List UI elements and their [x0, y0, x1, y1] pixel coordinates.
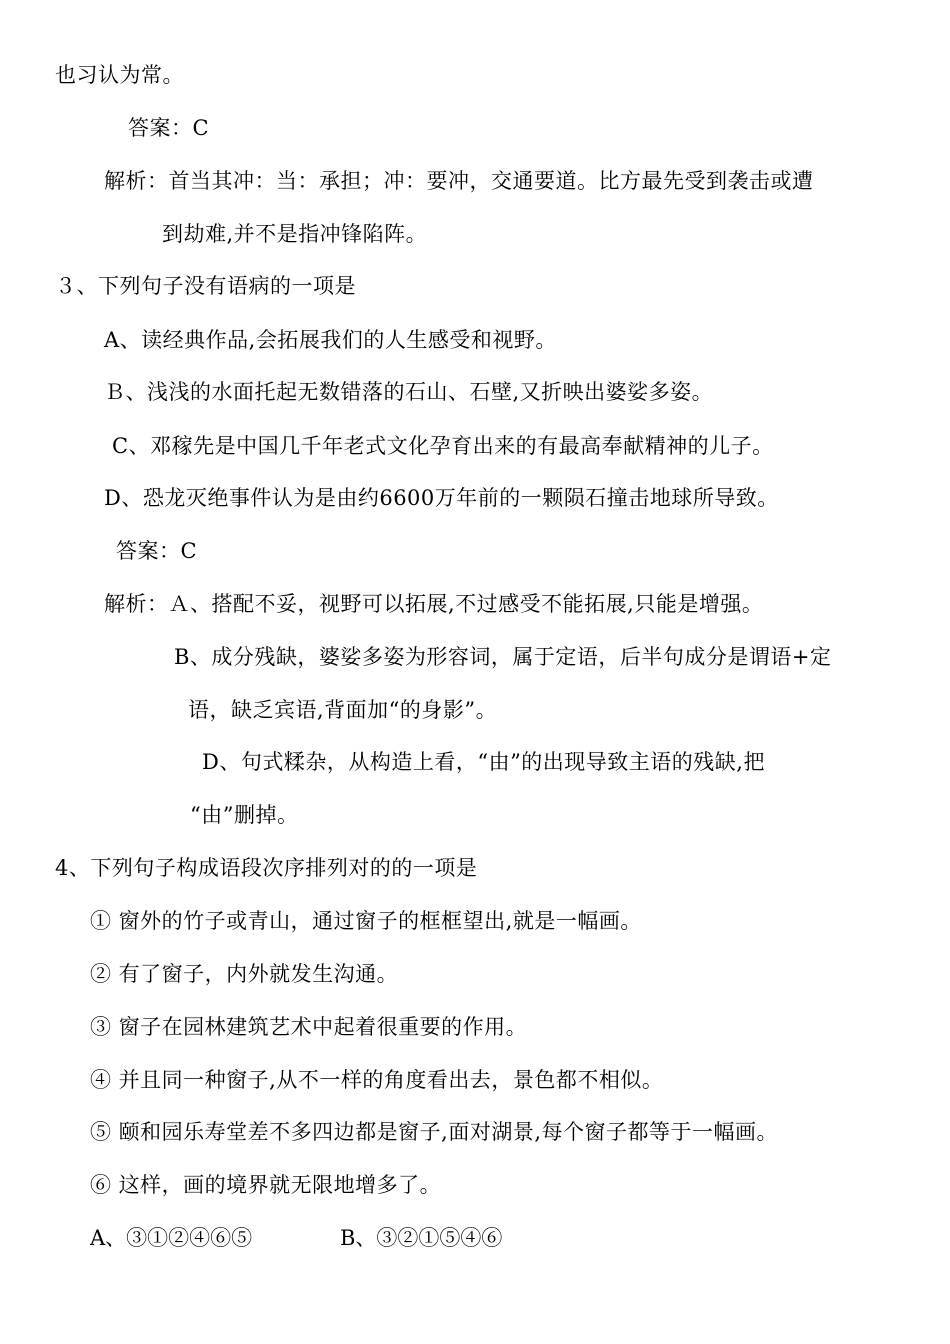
q4-sentence-5: ⑤ 颐和园乐寿堂差不多四边都是窗子,面对湖景,每个窗子都等于一幅画。 [90, 1120, 779, 1144]
explanation-line-q2: 解析：首当其冲：当：承担；冲：要冲，交通要道。比方最先受到袭击或遭 [104, 169, 814, 193]
q4-option-b: B、③②①⑤④⑥ [340, 1226, 503, 1250]
question-4-title: 4、下列句子构成语段次序排列对的的一项是 [55, 856, 478, 880]
explanation-line-q3-a: 解析：Ａ、搭配不妥，视野可以拓展,不过感受不能拓展,只能是增强。 [104, 592, 764, 616]
q3-option-d: D、恐龙灭绝事件认为是由约6600万年前的一颗陨石撞击地球所导致。 [104, 486, 779, 510]
text-line-continuation: 也习认为常。 [55, 63, 184, 87]
q4-sentence-2: ② 有了窗子，内外就发生沟通。 [90, 962, 399, 986]
q4-sentence-6: ⑥ 这样，画的境界就无限地增多了。 [90, 1173, 442, 1197]
explanation-line-q2-cont: 到劫难,并不是指冲锋陷阵。 [162, 222, 428, 246]
q3-option-a: A、读经典作品,会拓展我们的人生感受和视野。 [104, 328, 557, 352]
q3-option-c: C、邓稼先是中国几千年老式文化孕育出来的有最高奉献精神的儿子。 [112, 434, 774, 458]
question-3-title: ３、下列句子没有语病的一项是 [55, 274, 356, 298]
q4-sentence-4: ④ 并且同一种窗子,从不一样的角度看出去，景色都不相似。 [90, 1068, 664, 1092]
explanation-line-q3-d-cont: “由”删掉。 [190, 803, 299, 827]
explanation-line-q3-b: B、成分残缺，婆娑多姿为形容词，属于定语，后半句成分是谓语+定 [174, 645, 832, 669]
answer-line-q2: 答案：C [128, 116, 210, 140]
answer-line-q3: 答案：C [116, 539, 198, 563]
explanation-line-q3-b-cont: 语，缺乏宾语,背面加“的身影”。 [188, 698, 498, 722]
q4-sentence-1: ① 窗外的竹子或青山，通过窗子的框框望出,就是一幅画。 [90, 909, 642, 933]
explanation-line-q3-d: D、句式糅杂，从构造上看，“由”的出现导致主语的残缺,把 [202, 750, 765, 774]
q4-option-a: A、③①②④⑥⑤ [90, 1226, 253, 1250]
q3-option-b: Ｂ、浅浅的水面托起无数错落的石山、石壁,又折映出婆娑多姿。 [104, 380, 714, 404]
q4-options-row [90, 1224, 590, 1252]
q4-sentence-3: ③ 窗子在园林建筑艺术中起着很重要的作用。 [90, 1015, 528, 1039]
